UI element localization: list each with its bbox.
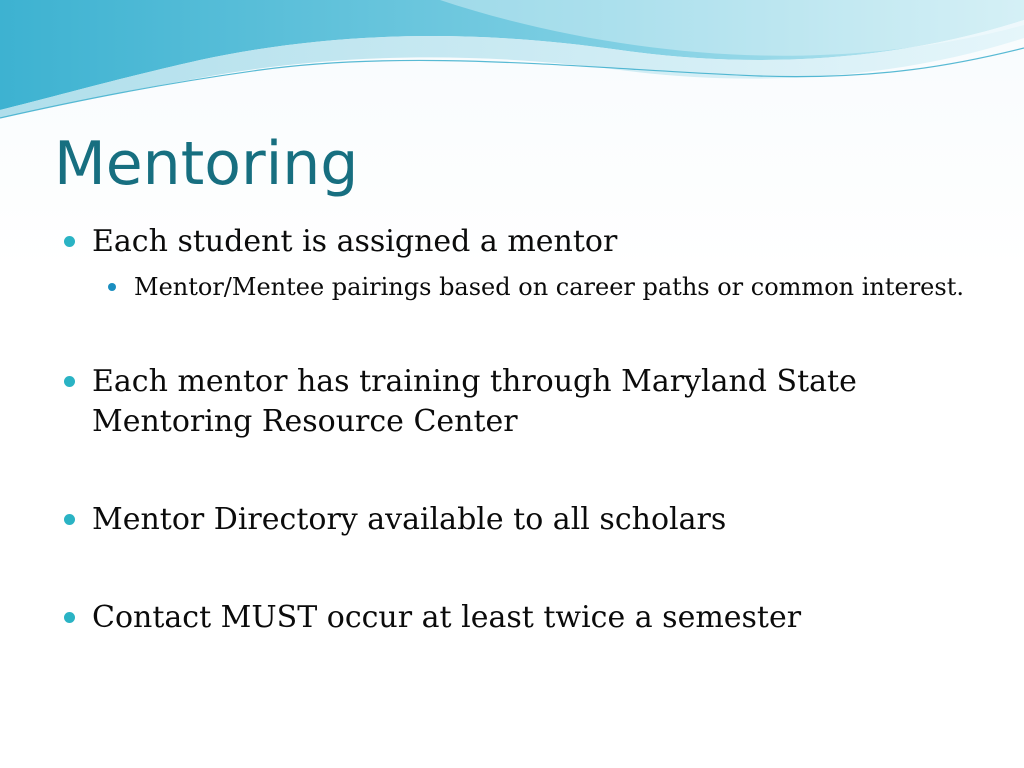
sub-bullet-item bbox=[134, 272, 1004, 302]
bullet-dot-icon bbox=[64, 612, 75, 623]
bullet-text: Each mentor has training through Maryland State Mentoring Resource Center bbox=[92, 364, 857, 439]
bullet-item bbox=[92, 362, 972, 442]
bullet-item bbox=[92, 598, 972, 638]
sub-bullet-dot-icon bbox=[108, 283, 116, 291]
bullet-text: Each student is assigned a mentor bbox=[92, 224, 618, 259]
bullet-text: Mentor Directory available to all scholars bbox=[92, 502, 727, 537]
bullet-dot-icon bbox=[64, 514, 75, 525]
slide-title: Mentoring bbox=[54, 129, 359, 199]
sub-bullet-text: Mentor/Mentee pairings based on career paths or common interest. bbox=[134, 273, 964, 301]
bullet-dot-icon bbox=[64, 236, 75, 247]
bullet-item bbox=[92, 500, 972, 540]
bullet-dot-icon bbox=[64, 376, 75, 387]
bullet-text: Contact MUST occur at least twice a semester bbox=[92, 600, 802, 635]
bullet-item bbox=[92, 222, 972, 262]
